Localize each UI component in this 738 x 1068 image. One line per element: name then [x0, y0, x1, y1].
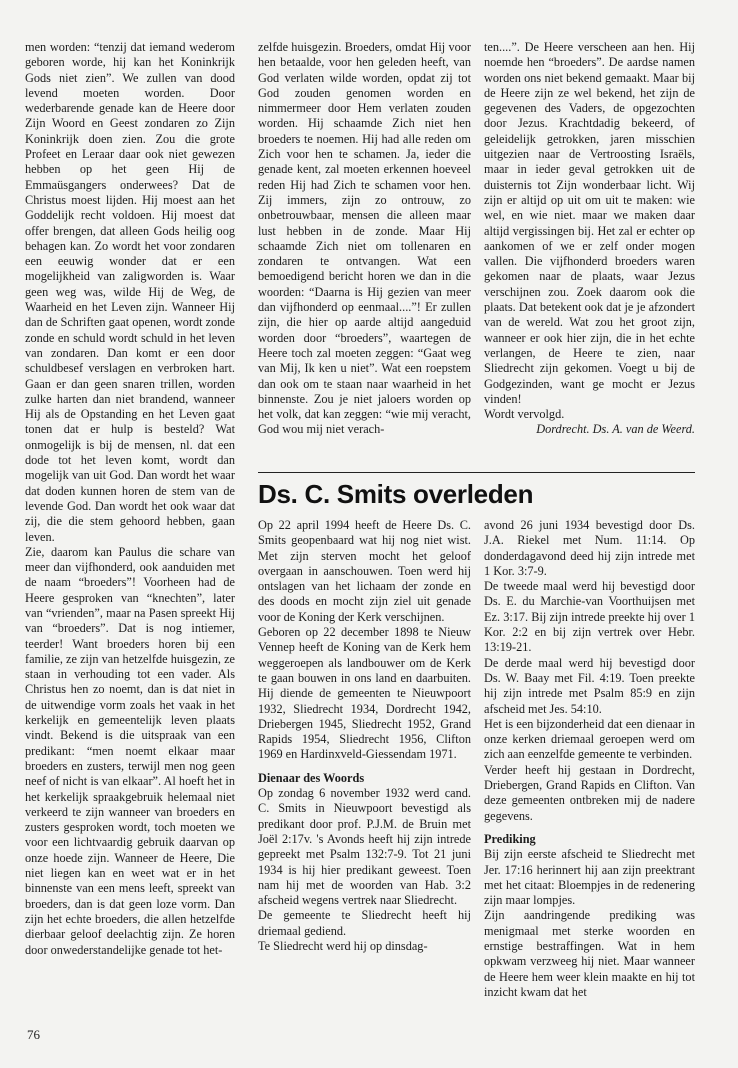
paragraph: Verder heeft hij gestaan in Dordrecht, Driebergen, Grand Rapids en Clifton. Van deze gemeenten ontbreken mij de nadere gegevens. — [484, 762, 695, 823]
page-number: 76 — [27, 1027, 40, 1042]
subheading: Prediking — [484, 831, 536, 846]
paragraph: Geboren op 22 december 1898 te Nieuw Vennep heeft de Koning van de Kerk hem weggeroepen als landbouwer om de Kerk te gaan bouwen in ons land en daarbuiten. Hij diende de gemeenten te Nieuwpoort 1932, Sliedrecht 1934, Dordrecht 1942, Driebergen 1945, Sliedrecht 1952, Grand Rapids 1954, Sliedrecht 1956, Clifton 1969 en Hardinxveld-Giessendam 1971. — [258, 625, 471, 762]
paragraph: Op 22 april 1994 heeft de Heere Ds. C. Smits geopenbaard wat hij nog niet wist. Met zijn sterven mocht het geloof overgaan in aanschouwen. Toen werd hij ontslagen van het lichaam der zonde en des doods en mocht zijn ziel uit genade voor de Koning der Kerk verschijnen. — [258, 518, 471, 624]
column-2 — [258, 40, 471, 438]
paragraph: men worden: “tenzij dat iemand wederom geboren worde, hij kan het Koninkrijk Gods niet zien”. We zullen van dood levend moeten worden. Door wederbarende genade kan de Heere door Zijn Woord en Geest zondaren zo Zijn Koninkrijk doen zien. Zou die grote Profeet en Leraar daar ook niet gewezen hebben op het geen Hij de Emmaüsgangers onderwees? Dat de Christus moest lijden. Hij moest aan het Goddelijk recht voldoen. Hij moest dat offer brengen, dat alleen Gods heilig oog behagen kan. Zo wordt het voor zondaren een eeuwig wonder dat er een mogelijkheid van zaligworden is. Waar geen weg was, wilde Hij de Weg, de Waarheid en het Leven zijn. Wanneer Hij dan de Schriften gaat openen, wordt zonde zonde en schuld wordt schuld in het leven van zondaren. Dan komt er een door schuldbesef verslagen en verbroken hart. Gaan er dan geen snaren trillen, worden zulke harten dan niet brandend, wanneer Hij als de Opstanding en het Leven gaat tonen dat er hulp is besteld? Wat onmogelijk is bij de mensen, nl. dat een dode tot het leven komt, wordt dan mogelijk van uit God. Dan wordt het waar dat doden kunnen horen de stem van de levende God. Dan wordt het ook waar dat zij, die die stem gehoord hebben, gaan leven. — [25, 40, 235, 544]
paragraph: De tweede maal werd hij bevestigd door Ds. E. du Marchie-van Voorthuijsen met Ez. 3:17. Bij zijn intrede preekte hij over 1 Kor. 2:2 en bij zijn vertrek over Hebr. 13:19-21. — [484, 579, 695, 655]
paragraph: Het is een bijzonderheid dat een dienaar in onze kerken driemaal geroepen werd om zich aan eenzelfde gemeente te verbinden. — [484, 716, 695, 762]
paragraph: De gemeente te Sliedrecht heeft hij driemaal gediend. — [258, 908, 471, 938]
paragraph: Zie, daarom kan Paulus die schare van meer dan vijfhonderd, ook aanduiden met de naam “broeders”! Voorheen had de Heere gesproken van “knechten”, later van “vrienden”, maar na Pasen spreekt Hij van “broeders”. Dat is nog intiemer, teerder! Want broeders horen bij een familie, ze zijn van hetzelfde huisgezin, ze staan in verhouding tot een vader. Als Christus hen zo noemt, dan is dat niet in de uitwendige vorm zoals het vaak in het kerkelijk en gemeentelijk leven plaats vindt. Bekend is die uitspraak van een predikant: “men noemt elkaar maar broeders en zusters, terwijl men nog geen neef of nicht is van elkaar”. Al hoeft het in het kerkelijk spraakgebruik helemaal niet verkeerd te zijn wanneer van broeders en zusters gesproken wordt, toch moeten we voor een lichtvaardig gebruik daarvan op onze hoede zijn. Wanneer de Heere, Die niet liegen kan en weet wat er in het binnenste van een mens leeft, spreekt van broeders, dan is dat geen loze vorm. Dan zijn het echte broeders, die allen hetzelfde dierbaar geloof deelachtig zijn. Ze horen door onwederstandelijke genade tot het- — [25, 544, 235, 957]
paragraph: zelfde huisgezin. Broeders, omdat Hij voor hen betaalde, voor hen geleden heeft, van God verlaten wilde worden, opdat zij tot God zouden genomen worden en nimmermeer door Hem verlaten zouden worden. Hij schaamde Zich niet hen broeders te noemen. Hij had alle reden om Zich voor hen te schamen. Ja, ieder die genade kent, zal moeten erkennen hoeveel reden Hij had Zich te schamen voor hen. Zij immers, zijn zo ontrouw, zo onbetrouwbaar, mensen die alleen maar lust hebben in de zonde. Maar Hij schaamde Zich niet om tollenaren en zondaren te ontvangen. Wat een bemoedigend bericht horen we dan in die woorden: “Daarna is Hij gezien van meer dan vijfhonderd op eenmaal....”! Er zullen zijn, die hier op aarde altijd aangeduid worden door “broeders”, waartegen de Heere toch zal moeten zeggen: “Gaat weg van Mij, Ik ken u niet”. Wat een roepstem dan ook om te staan naar waarheid in het binnenste. Zou je niet jaloers worden op het volk, dat kan zeggen: “wie mij veracht, God wou mij niet verach- — [258, 40, 471, 437]
paragraph: Zijn aandringende prediking was menigmaal met sterke woorden en ernstige bestraffingen. Wat in hem opkwam verzweeg hij niet. Maar wanneer de Heere hem weer klein maakte en hij tot inzicht kwam dat het — [484, 908, 695, 999]
to-be-continued: Wordt vervolgd. — [484, 407, 565, 422]
paragraph: Te Sliedrecht werd hij op dinsdag- — [258, 939, 428, 954]
paragraph: ten....”. De Heere verscheen aan hen. Hij noemde hen “broeders”. De aardse namen worden ons niet bekend gemaakt. Maar bij de Heere zijn ze wel bekend, het zijn de gegevenen des Vaders, de opgezochten door Jezus. Krachtdadig bekeerd, of geleidelijk getrokken, jaren misschien uitgezien naar de Vertroosting Israëls, maar in ieder geval getrokken uit de duisternis tot Zijn wonderbaar licht. Wij zijn er altijd op uit om uit te maken: wie wel, en wie niet. maar we maken daar altijd vergissingen bij. Het zal er echter op aankomen of we er zelf onder mogen vallen. Die vijfhonderd broeders waren gekomen naar de plaats, waar Jezus verschijnen zou. Zoek daarom ook die plaats. Dat betekent ook dat je je afzondert van de wereld. Wat zou het groot zijn, wanneer er ook hier zijn, die in het echte verlangen, de Heere te zien, naar Sliedrecht zijn gekomen. Voegt u bij de Godgezinden, want ge mocht er Jezus vinden! — [484, 40, 695, 406]
paragraph: Op zondag 6 november 1932 werd cand. C. Smits in Nieuwpoort bevestigd als predikant door prof. P.J.M. de Bruin met Joël 2:17v. 's Avonds heeft hij zijn intrede gepreekt met Psalm 132:7-9. Tot 21 juni 1934 is hij hier predikant geweest. Toen nam hij met de woorden van Hab. 3:2 afscheid wegens vertrek naar Sliedrecht. — [258, 786, 471, 908]
paragraph: De derde maal werd hij bevestigd door Ds. W. Baay met Fil. 4:19. Toen preekte hij zijn intrede met Psalm 85:9 en zijn afscheid met Jes. 54:10. — [484, 655, 695, 716]
section-divider — [258, 472, 695, 473]
article-headline: Ds. C. Smits overleden — [258, 479, 534, 509]
obituary-column-right — [484, 518, 695, 1000]
paragraph: Bij zijn eerste afscheid te Sliedrecht met Jer. 17:16 herinnert hij aan zijn preektrant met het citaat: Bloempjes in de redenering zijn maar lompjes. — [484, 847, 695, 908]
column-3 — [484, 40, 695, 438]
paragraph: avond 26 juni 1934 bevestigd door Ds. J.A. Riekel met Num. 11:14. Op donderdagavond deed hij zijn intrede met 1 Kor. 3:7-9. — [484, 518, 695, 578]
column-1 — [25, 40, 235, 958]
obituary-column-left — [258, 518, 471, 954]
subheading: Dienaar des Woords — [258, 770, 365, 785]
author-signature: Dordrecht. Ds. A. van de Weerd. — [536, 422, 695, 437]
